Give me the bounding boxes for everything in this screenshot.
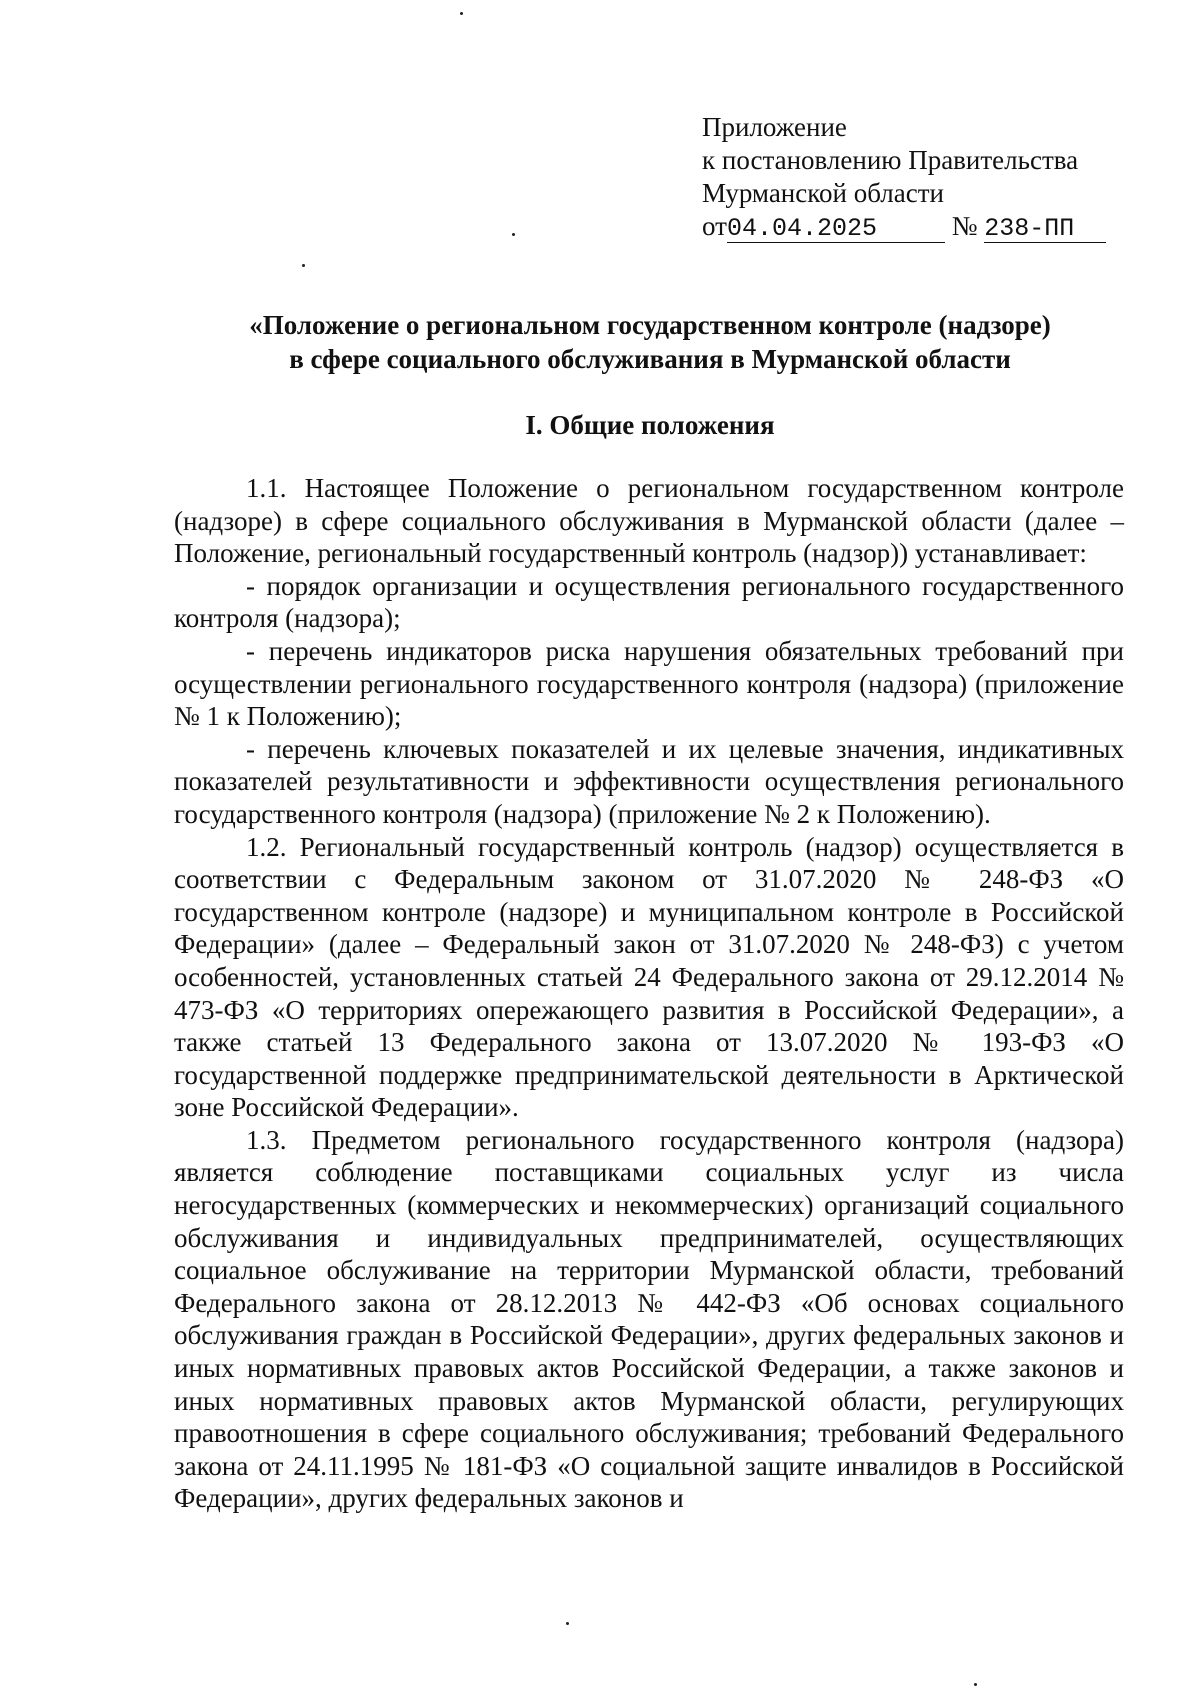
approval-line: Приложение <box>702 112 847 142</box>
paragraph: 1.1. Настоящее Положение о региональном государственном контроле (надзоре) в сфере социального обслуживания в Мурманской области (далее – Положение, региональный государственный контроль (надзор)) устанавливает: <box>174 473 1124 569</box>
document-title-line: «Положение о региональном государственном контроле (надзоре) <box>249 310 1051 340</box>
scan-speck <box>512 233 515 236</box>
approval-date: 04.04.2025 <box>727 216 945 243</box>
approval-block <box>702 111 1122 243</box>
date-prefix: от <box>702 211 727 241</box>
section-heading: I. Общие положения <box>525 410 775 440</box>
scan-speck <box>974 1683 977 1686</box>
scan-speck <box>460 12 463 15</box>
paragraph: 1.2. Региональный государственный контроль (надзор) осуществляется в соответствии с Федеральным законом от 31.07.2020 № 248-ФЗ «О государственном контроле (надзоре) и муниципальном контроле в Российской Федерации» (далее – Федеральный закон от 31.07.2020 № 248-ФЗ) с учетом особенностей, установленных статьей 24 Федерального закона от 29.12.2014 № 473-ФЗ «О территориях опережающего развития в Российской Федерации», а также статьей 13 Федерального закона от 13.07.2020 № 193-ФЗ «О государственной поддержке предпринимательской деятельности в Арктической зоне Российской Федерации». <box>174 831 1124 1123</box>
approval-line: Мурманской области <box>702 178 944 208</box>
number-prefix: № <box>951 211 978 241</box>
document-body <box>174 472 1124 1515</box>
approval-line: к постановлению Правительства <box>702 145 1079 175</box>
paragraph: 1.3. Предметом регионального государственного контроля (надзора) является соблюдение поставщиками социальных услуг из числа негосударственных (коммерческих и некоммерческих) организаций социального обслуживания и индивидуальных предпринимателей, осуществляющих социальное обслуживание на территории Мурманской области, требований Федерального закона от 28.12.2013 № 442-ФЗ «Об основах социального обслуживания граждан в Российской Федерации», других федеральных законов и иных нормативных правовых актов Российской Федерации, а также законов и иных нормативных правовых актов Мурманской области, регулирующих правоотношения в сфере социального обслуживания; требований Федерального закона от 24.11.1995 № 181-ФЗ «О социальной защите инвалидов в Российской Федерации», других федеральных законов и <box>174 1124 1124 1514</box>
list-item: - перечень индикаторов риска нарушения обязательных требований при осуществлении регионального государственного контроля (надзора) (приложение № 1 к Положению); <box>174 635 1124 732</box>
approval-number: 238-ПП <box>984 216 1106 243</box>
approval-date-number-line <box>702 210 1122 243</box>
scan-speck <box>302 264 305 267</box>
scan-speck <box>566 1622 569 1625</box>
document-title <box>150 308 1150 376</box>
list-item: - порядок организации и осуществления регионального государственного контроля (надзора); <box>174 570 1124 634</box>
list-item: - перечень ключевых показателей и их целевые значения, индикативных показателей результативности и эффективности осуществления регионального государственного контроля (надзора) (приложение № 2 к Положению). <box>174 733 1124 829</box>
document-title-line: в сфере социального обслуживания в Мурманской области <box>289 344 1011 374</box>
